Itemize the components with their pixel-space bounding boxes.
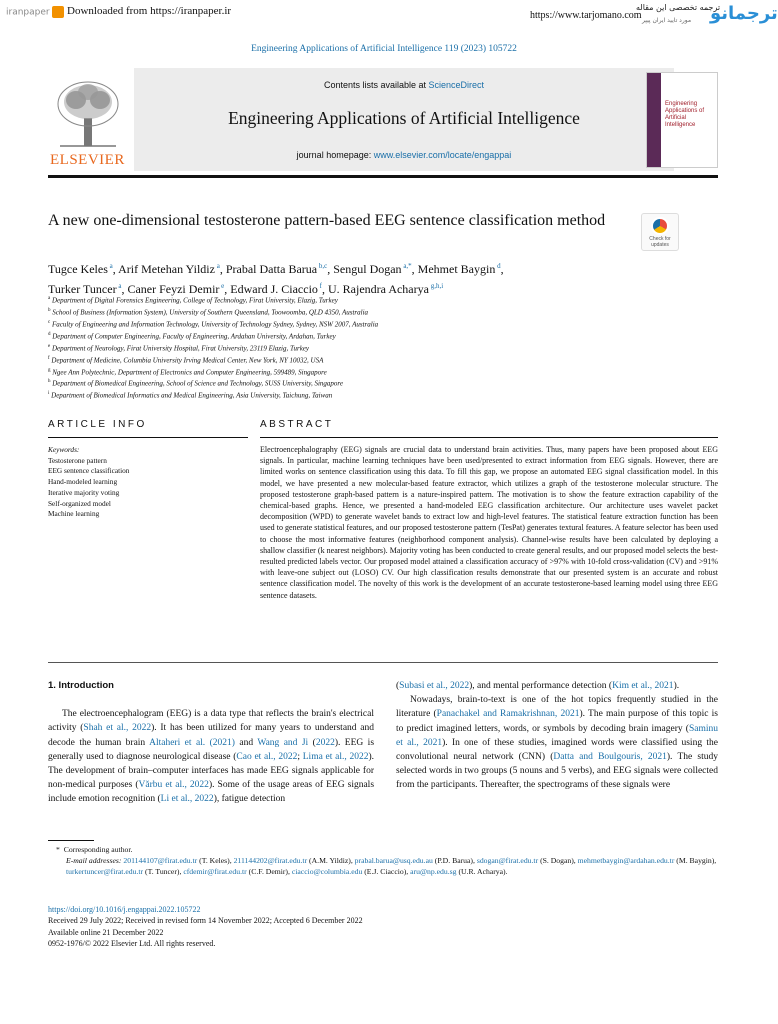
email-link[interactable]: cfdemir@firat.edu.tr xyxy=(183,867,247,876)
affiliation-item xyxy=(48,330,688,342)
email-owner: (P.D. Barua), xyxy=(432,856,477,865)
affiliation-marker: d xyxy=(48,331,51,337)
text-span: ). The development of brain–computer interfaces has made EEG signals applicable for non-medical purposes ( xyxy=(48,751,375,791)
text-span: ), and mental performance detection ( xyxy=(469,681,613,691)
author-name[interactable]: U. Rajendra Acharya xyxy=(328,282,429,296)
received-dates: Received 29 July 2022; Received in revised form 14 November 2022; Accepted 6 December 2022 xyxy=(48,916,363,926)
affiliation-item xyxy=(48,342,688,354)
journal-header-banner xyxy=(134,68,674,171)
journal-cover-thumbnail[interactable] xyxy=(646,72,718,168)
tarjomano-wordmark: ترجمانو xyxy=(710,3,778,24)
text-span: ). It has been utilized for many years to understand and decode the human brain xyxy=(48,723,374,748)
email-owner: (M. Baygin), xyxy=(674,856,717,865)
author-name[interactable]: Sengul Dogan xyxy=(333,262,402,276)
author-affiliation-marker[interactable]: g,h,i xyxy=(428,282,444,290)
article-info-rule xyxy=(48,437,248,438)
tarjomano-tagline: ترجمه تخصصی این مقاله xyxy=(636,3,721,12)
publication-info xyxy=(48,904,718,949)
text-span: ). EEG is generally used to diagnose neurological disease ( xyxy=(48,737,375,762)
affiliation-marker: f xyxy=(48,355,50,361)
text-span: ). In one of these studies, imagined words were classified using the convolutional neural network (CNN) ( xyxy=(396,737,718,763)
elsevier-logo[interactable] xyxy=(48,72,128,168)
tarjomano-subtagline: مورد تایید ایران پیپر xyxy=(642,17,692,24)
keywords-list xyxy=(48,456,248,520)
text-span: The electroencephalogram (EEG) is a data type that reflects the brain's electrical activity ( xyxy=(48,709,374,734)
keyword-item: Self-organized model xyxy=(48,498,111,508)
text-span: ( xyxy=(308,737,316,748)
keywords-block xyxy=(48,445,248,520)
check-updates-label: Check for updates xyxy=(649,236,671,248)
author-separator: , xyxy=(121,282,128,296)
affiliation-text: Department of Biomedical Informatics and Medical Engineering, Asia University, Taichung, Taiwan xyxy=(49,391,333,400)
body-column-left xyxy=(48,679,374,807)
iranpaper-logo-icon xyxy=(52,6,64,18)
author-affiliation-marker[interactable]: a xyxy=(116,282,122,290)
email-owner: (T. Keles), xyxy=(197,856,234,865)
author-affiliation-marker[interactable]: b,c xyxy=(317,262,328,270)
author-affiliation-marker[interactable]: f xyxy=(317,282,322,290)
keywords-label: Keywords: xyxy=(48,445,80,454)
affiliation-text: Department of Computer Engineering, Faculty of Engineering, Ardahan University, Ardahan, Turkey xyxy=(50,332,336,341)
keyword-item: EEG sentence classification xyxy=(48,466,130,476)
keyword-item: Testosterone pattern xyxy=(48,455,107,465)
email-link[interactable]: turkertuncer@firat.edu.tr xyxy=(66,867,144,876)
affiliation-marker: h xyxy=(48,379,51,385)
author-separator: , xyxy=(224,282,231,296)
affiliation-text: School of Business (Information System), University of Southern Queensland, Toowoomba, QLD 4350, Australia xyxy=(50,308,369,317)
affiliation-item xyxy=(48,366,688,378)
author-name[interactable]: Arif Metehan Yildiz xyxy=(118,262,215,276)
author-affiliation-marker[interactable]: a xyxy=(214,262,220,270)
author-affiliation-marker[interactable]: e xyxy=(219,282,225,290)
email-owner: (E.J. Ciaccio), xyxy=(362,867,411,876)
email-owner: (C.F. Demir), xyxy=(246,867,292,876)
elsevier-wordmark: ELSEVIER xyxy=(50,152,125,168)
citation-link[interactable]: 2022 xyxy=(315,737,335,748)
author-name[interactable]: Edward J. Ciaccio xyxy=(230,282,318,296)
journal-homepage-link[interactable]: www.elsevier.com/locate/engappai xyxy=(373,150,512,160)
author-affiliation-marker[interactable]: a,* xyxy=(401,262,412,270)
text-span: ). The main purpose of this topic is to predict imagined letters, words, or symbols by decoding brain imagery ( xyxy=(396,709,719,734)
abstract-rule xyxy=(260,437,718,438)
intro-paragraph-1 xyxy=(48,707,374,806)
email-link[interactable]: aru@np.edu.sg xyxy=(410,867,457,876)
cover-title-line1: Engineering Applications of xyxy=(665,101,705,114)
author-separator: , xyxy=(327,262,334,276)
citation-link[interactable]: Vărbu et al., 2022 xyxy=(138,780,209,791)
citation-link[interactable]: Panachakel and Ramakrishnan, 2021 xyxy=(436,709,580,720)
email-addresses xyxy=(48,855,718,877)
text-span: ). The study selected words in two groups (5 nouns and 5 verbs), and EEG signals were collected from the participants. Thereafter, the spectrograms of these signals were xyxy=(396,752,718,791)
affiliation-text: Department of Neurology, Firat University Hospital, Firat University, 23119 Elazig, Turkey xyxy=(50,344,310,353)
author-separator: , xyxy=(322,282,328,296)
email-link[interactable]: prabal.barua@usq.edu.au xyxy=(354,856,433,865)
email-owner: (T. Tuncer), xyxy=(143,867,184,876)
citation-link[interactable]: Li et al., 2022 xyxy=(160,794,214,805)
email-link[interactable]: mehmetbaygin@ardahan.edu.tr xyxy=(577,856,675,865)
affiliation-text: Ngee Ann Polytechnic, Department of Electronics and Computer Engineering, 599489, Singapore xyxy=(50,367,327,376)
affiliation-marker: c xyxy=(48,319,51,325)
author-line-1 xyxy=(48,258,688,278)
text-span: ). xyxy=(673,681,680,691)
affiliation-marker: g xyxy=(48,367,51,373)
citation-link[interactable]: Kim et al., 2021 xyxy=(612,681,674,691)
affiliation-item xyxy=(48,306,688,318)
cover-title-line3: Intelligence xyxy=(665,122,696,128)
citation-link[interactable]: Subasi et al., 2022 xyxy=(399,681,470,691)
affiliation-item xyxy=(48,294,688,306)
check-for-updates-badge[interactable] xyxy=(641,213,679,251)
citation-link[interactable]: Saminu et al., 2021 xyxy=(396,723,718,748)
text-span: and xyxy=(234,737,258,748)
cover-title-line2: Artificial xyxy=(665,115,687,121)
abstract-bottom-rule xyxy=(48,662,718,663)
intro-paragraph-1-continued xyxy=(396,679,718,693)
text-span: ), fatigue detection xyxy=(213,794,286,805)
text-span: ; xyxy=(297,751,303,762)
author-separator: , xyxy=(500,262,504,276)
elsevier-tree-icon xyxy=(54,78,122,148)
affiliation-item xyxy=(48,389,688,401)
email-link[interactable]: 201144107@firat.edu.tr xyxy=(123,856,198,865)
citation-link[interactable]: Altaheri et al. (2021) xyxy=(149,737,235,748)
journal-homepage-line xyxy=(134,150,674,160)
abstract-text: Electroencephalography (EEG) signals are crucial data to understand brain activities. Thus, many papers have been proposed about EEG signals. In particular, machine learning techniques have been used/presented to extract information from EEG signals. However, there are limited works on sentence classification using this data. To fill this gap, we propose an automated EEG signal classification model. In this model, we have presented a new molecular-based feature extractor, which utilizes a graph of the testosterone molecular structure. The proposed testosterone graph-based pattern is a nature-inspired pattern. The motivation is to show the feature extraction capability of the chemical-based graphs. Hence, we presented a hand-modeled EEG classification architecture. Our architecture uses wavelet packet decomposition (WPD) to generate wavelet bands to extract low and high-level features. The statistical feature extraction function has been used to generate statistical features, and our proposed testosterone pattern (TesPat) generates textural features. A feature selector has been used to choose the most informative features (neighborhood component analysis). Channel-wise results have been calculated by deploying a shallow classifier (k nearest neighbors). Majority voting has been conducted to create general results, and our proposed model selects the best-resulted predicted labels vector. Our proposed model attained a classification accuracy of >97% with 10-fold cross-validation (CV) and >91% with leave-one subject out (LOSO) CV. Our high classification results demonstrate that our presented system is an accurate and robust sentence classification model. The novelty of this work is the development of an accurate testosterone-based learning model using three EEG sentence datasets. xyxy=(260,445,718,600)
email-owner: (A.M. Yildiz), xyxy=(307,856,355,865)
email-label: E-mail addresses: xyxy=(66,856,122,865)
citation-link[interactable]: Datta and Boulgouris, 2021 xyxy=(553,752,667,763)
contents-available-line xyxy=(134,80,674,90)
asterisk-mark: * xyxy=(56,845,64,854)
affiliation-list xyxy=(48,294,688,401)
affiliation-item xyxy=(48,377,688,389)
corresponding-author-text: Corresponding author. xyxy=(63,845,133,854)
affiliation-marker: i xyxy=(48,391,50,397)
intro-paragraph-2 xyxy=(396,693,718,792)
affiliation-text: Department of Medicine, Columbia University Irving Medical Center, New York, NY 10032, USA xyxy=(49,355,324,364)
email-owner: (S. Dogan), xyxy=(538,856,578,865)
author-separator: , xyxy=(112,262,119,276)
available-online: Available online 21 December 2022 xyxy=(48,927,164,937)
contents-prefix: Contents lists available at xyxy=(323,80,429,90)
affiliation-text: Faculty of Engineering and Information Technology, University of Technology Sydney, Sydney, NSW 2007, Australia xyxy=(50,320,379,329)
abstract-heading: ABSTRACT xyxy=(260,419,334,430)
journal-header xyxy=(48,68,718,171)
footnote-rule xyxy=(48,840,94,841)
email-link[interactable]: sdogan@firat.edu.tr xyxy=(476,856,539,865)
text-span: ( xyxy=(396,681,400,691)
author-separator: , xyxy=(411,262,418,276)
keyword-item: Hand-modeled learning xyxy=(48,477,118,487)
journal-reference-link[interactable]: Engineering Applications of Artificial Intelligence 119 (2023) 105722 xyxy=(251,44,517,54)
homepage-prefix: journal homepage: xyxy=(296,150,374,160)
body-column-right xyxy=(396,679,718,793)
citation-link[interactable]: Cao et al., 2022 xyxy=(236,751,298,762)
email-owner: (U.R. Acharya). xyxy=(456,867,508,876)
email-link[interactable]: 211144202@firat.edu.tr xyxy=(233,856,308,865)
affiliation-item xyxy=(48,354,688,366)
author-name[interactable]: Mehmet Baygin xyxy=(417,262,496,276)
article-info-heading: ARTICLE INFO xyxy=(48,419,147,430)
footnotes xyxy=(48,844,718,877)
affiliation-text: Department of Biomedical Engineering, School of Science and Technology, SUSS University, Singapore xyxy=(50,379,343,388)
author-list xyxy=(48,258,688,298)
text-span: Nowadays, brain-to-text is one of the hot topics frequently studied in the literature ( xyxy=(396,695,718,720)
author-affiliation-marker[interactable]: d xyxy=(495,262,501,270)
affiliation-item xyxy=(48,318,688,330)
tarjomano-logo[interactable] xyxy=(636,2,778,30)
author-affiliation-marker[interactable]: a xyxy=(107,262,113,270)
citation-link[interactable]: Wang and Ji xyxy=(257,737,309,748)
downloaded-from-text: Downloaded from https://iranpaper.ir xyxy=(67,5,232,17)
check-updates-icon xyxy=(651,217,669,235)
author-name[interactable]: Prabal Datta Barua xyxy=(225,262,318,276)
keyword-item: Iterative majority voting xyxy=(48,487,120,497)
iranpaper-logo[interactable] xyxy=(6,6,64,18)
header-divider xyxy=(48,175,718,178)
cover-title xyxy=(665,101,717,129)
author-name[interactable]: Tugce Keles xyxy=(48,262,108,276)
section-heading-introduction: 1. Introduction xyxy=(48,680,114,691)
author-separator: , xyxy=(219,262,226,276)
text-span: ). Some of the usage areas of EEG signals include emotion recognition ( xyxy=(48,780,375,805)
affiliation-marker: a xyxy=(48,296,51,301)
affiliation-marker: b xyxy=(48,307,51,313)
cover-strip xyxy=(647,73,661,167)
citation-link[interactable]: Lima et al., 2022 xyxy=(302,751,369,762)
iranpaper-logo-text: iranpaper xyxy=(6,7,50,18)
journal-title: Engineering Applications of Artificial Intelligence xyxy=(228,108,580,128)
keyword-item: Machine learning xyxy=(48,509,100,519)
corresponding-author-note xyxy=(48,844,718,855)
email-link[interactable]: ciaccio@columbia.edu xyxy=(291,867,363,876)
copyright: 0952-1976/© 2022 Elsevier Ltd. All rights reserved. xyxy=(48,938,216,948)
sciencedirect-link[interactable]: ScienceDirect xyxy=(428,80,485,90)
tarjomano-link[interactable]: https://www.tarjomano.com xyxy=(530,10,642,21)
download-banner xyxy=(0,0,778,30)
article-title: A new one-dimensional testosterone pattern-based EEG sentence classification method xyxy=(48,212,606,229)
affiliation-text: Department of Digital Forensics Engineering, College of Technology, Firat University, Elazig, Turkey xyxy=(50,296,338,305)
author-name[interactable]: Turker Tuncer xyxy=(48,282,117,296)
doi-link[interactable]: https://doi.org/10.1016/j.engappai.2022.105722 xyxy=(48,905,201,914)
citation-link[interactable]: Shah et al., 2022 xyxy=(83,723,152,734)
affiliation-marker: e xyxy=(48,343,51,349)
author-name[interactable]: Caner Feyzi Demir xyxy=(127,282,220,296)
